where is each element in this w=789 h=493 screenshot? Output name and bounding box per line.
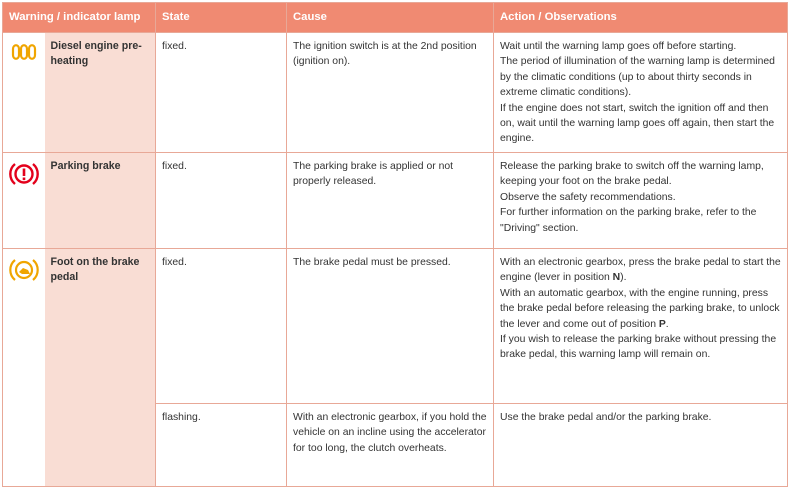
warning-lamp-table <box>2 2 788 487</box>
gear-position-p: P <box>658 318 666 330</box>
cause-cell: The ignition switch is at the 2nd position (ignition on). <box>287 33 494 153</box>
lamp-icon-cell <box>3 249 45 487</box>
lamp-name: Foot on the brake pedal <box>45 249 156 487</box>
cause-cell: With an electronic gearbox, if you hold the vehicle on an incline using the accelerator for too long, the clutch overheats. <box>287 404 494 487</box>
action-text: With an automatic gearbox, with the engine running, press the brake pedal before releasing the parking brake, to unlock the lever and come out of position P. <box>500 287 780 330</box>
state-cell: flashing. <box>156 404 287 487</box>
cause-cell: The parking brake is applied or not properly released. <box>287 153 494 249</box>
glow-plug-icon <box>9 41 39 67</box>
action-cell <box>494 249 788 404</box>
action-text: Release the parking brake to switch off the warning lamp, keeping your foot on the brake pedal. <box>500 161 764 188</box>
table-row <box>3 153 788 249</box>
table-row <box>3 33 788 153</box>
cause-cell: The brake pedal must be pressed. <box>287 249 494 404</box>
action-text: For further information on the parking brake, refer to the "Driving" section. <box>500 207 757 234</box>
lamp-name: Parking brake <box>45 153 156 249</box>
state-cell: fixed. <box>156 33 287 153</box>
action-cell <box>494 153 788 249</box>
foot-on-brake-icon <box>9 257 39 283</box>
gear-position-n: N <box>612 272 621 284</box>
action-text: With an electronic gearbox, press the brake pedal to start the engine (lever in position N). <box>500 257 781 284</box>
table-row <box>3 249 788 404</box>
action-text: If you wish to release the parking brake without pressing the brake pedal, this warning lamp will remain on. <box>500 334 777 361</box>
action-text: Wait until the warning lamp goes off before starting. <box>500 41 737 52</box>
lamp-icon-cell <box>3 153 45 249</box>
header-state: State <box>156 3 287 33</box>
lamp-icon-cell <box>3 33 45 153</box>
action-text: Observe the safety recommendations. <box>500 191 676 203</box>
action-cell: Use the brake pedal and/or the parking brake. <box>494 404 788 487</box>
header-lamp: Warning / indicator lamp <box>3 3 156 33</box>
header-action: Action / Observations <box>494 3 788 33</box>
state-cell: fixed. <box>156 249 287 404</box>
action-cell <box>494 33 788 153</box>
table-header-row <box>3 3 788 33</box>
action-text: The period of illumination of the warning lamp is determined by the climatic conditions (up to about thirty seconds in extreme climatic conditions). <box>500 56 775 99</box>
lamp-name: Diesel engine pre-heating <box>45 33 156 153</box>
action-text: If the engine does not start, switch the ignition off and then on, wait until the warning lamp goes off again, then start the engine. <box>500 102 775 145</box>
header-cause: Cause <box>287 3 494 33</box>
state-cell: fixed. <box>156 153 287 249</box>
parking-brake-icon <box>9 161 39 187</box>
